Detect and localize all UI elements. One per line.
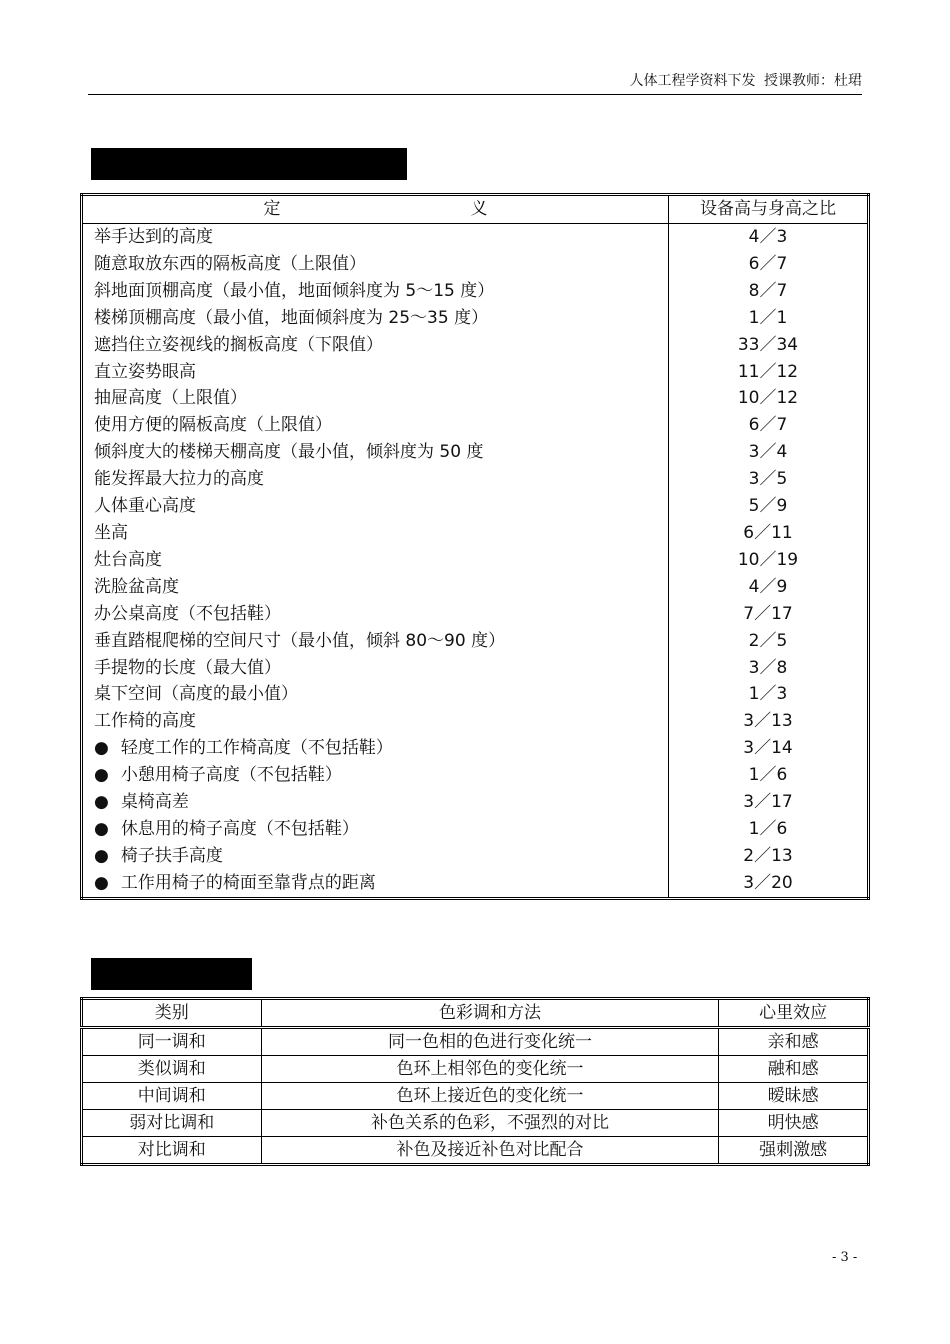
table-row [82,708,869,735]
row-ratio: 1／1 [748,307,788,328]
row-ratio: 2／13 [743,845,793,866]
row-ratio: 1／6 [748,765,788,786]
row-ratio: 6／11 [743,522,793,543]
table-row [82,385,869,412]
row-definition-text: 椅子扶手高度 [120,845,223,866]
row-method: 补色关系的色彩，不强烈的对比 [261,1110,719,1137]
table-row [82,1110,869,1137]
row-definition [82,601,669,628]
header-teacher: 授课教师：杜珺 [764,73,862,89]
row-definition [82,412,669,439]
table-header-row [82,195,869,224]
bullet-icon: ● [94,738,109,759]
row-ratio: 3／14 [743,738,793,759]
bullet-icon: ● [94,872,109,893]
row-ratio: 1／3 [748,684,788,705]
row-ratio: 11／12 [737,361,799,382]
header-course: 人体工程学资料下发 [629,73,756,89]
table-row [82,1083,869,1110]
row-definition [82,520,669,547]
table-row [82,601,869,628]
bullet-icon: ● [94,765,109,786]
row-definition-text: 工作用椅子的椅面至靠背点的距离 [120,872,376,893]
row-method: 色环上接近色的变化统一 [261,1083,719,1110]
row-definition-text: 遮挡住立姿视线的搁板高度（下限值） [94,334,383,355]
row-definition-text: 垂直踏棍爬梯的空间尺寸（最小值，倾斜 80～90 度） [94,630,506,651]
table-row [82,520,869,547]
row-ratio: 7／17 [743,603,793,624]
table-row [82,332,869,359]
row-definition [82,574,669,601]
table-row [82,735,869,762]
row-category: 中间调和 [82,1083,262,1110]
table-row [82,412,869,439]
row-definition-text: 楼梯顶棚高度（最小值，地面倾斜度为 25～35 度） [94,307,489,328]
row-definition-text: 斜地面顶棚高度（最小值，地面倾斜度为 5～15 度） [94,280,495,301]
harmony-table [80,997,870,1166]
row-category: 类似调和 [82,1056,262,1083]
table-row [82,359,869,386]
row-definition-text: 倾斜度大的楼梯天棚高度（最小值，倾斜度为 50 度 [94,442,484,463]
row-definition [82,359,669,386]
row-definition [82,870,669,898]
table-row [82,224,869,251]
row-definition-text: 随意取放东西的隔板高度（上限值） [94,253,366,274]
row-ratio: 3／17 [743,792,793,813]
row-method: 色环上相邻色的变化统一 [261,1056,719,1083]
row-definition-text: 使用方便的隔板高度（上限值） [94,415,332,436]
table-row [82,762,869,789]
row-definition-text: 能发挥最大拉力的高度 [94,469,264,490]
row-ratio: 4／3 [748,227,788,247]
table-row [82,1028,869,1056]
table-row [82,870,869,898]
row-effect: 暧昧感 [719,1083,869,1110]
row-definition-text: 洗脸盆高度 [94,576,179,597]
row-definition [82,385,669,412]
row-ratio: 2／5 [748,630,788,651]
table-row [82,816,869,843]
table-row [82,278,869,305]
section-title-harmony: 室内调和感分类 [91,958,252,990]
row-definition [82,332,669,359]
row-definition [82,439,669,466]
table-row [82,493,869,520]
row-ratio: 5／9 [748,496,788,517]
row-ratio: 3／20 [743,872,793,893]
row-ratio: 8／7 [748,280,788,301]
page-number: - 3 - [832,1250,858,1265]
row-definition-text: 灶台高度 [94,549,162,570]
bullet-icon: ● [94,845,109,866]
row-effect: 亲和感 [719,1028,869,1056]
row-ratio: 6／7 [748,415,788,436]
row-effect: 强刺激感 [719,1137,869,1165]
page-header [88,70,862,95]
row-definition [82,493,669,520]
row-effect: 明快感 [719,1110,869,1137]
table-row [82,547,869,574]
row-definition [82,762,669,789]
row-ratio: 6／7 [748,253,788,274]
height-ratio-table [80,193,870,900]
row-definition [82,224,669,251]
row-definition [82,251,669,278]
row-definition-text: 桌椅高差 [120,792,189,813]
row-definition [82,843,669,870]
row-definition [82,278,669,305]
table-row [82,655,869,682]
column-header-ratio: 设备高与身高之比 [669,195,869,224]
column-header-effect: 心里效应 [719,999,869,1028]
row-definition [82,789,669,816]
table-row [82,628,869,655]
section-title-height-ratio: 设备和用具的高度与身高的关系 [91,148,407,180]
table-row [82,789,869,816]
row-definition [82,735,669,762]
table-row [82,251,869,278]
row-definition [82,547,669,574]
row-ratio: 10／12 [737,388,799,409]
row-ratio: 3／5 [748,469,788,490]
row-definition [82,305,669,332]
row-definition [82,628,669,655]
row-ratio: 33／34 [737,334,799,355]
row-effect: 融和感 [719,1056,869,1083]
height-ratio-rows [82,224,869,899]
harmony-rows [82,1028,869,1165]
row-definition [82,655,669,682]
row-definition-text: 人体重心高度 [94,496,196,517]
row-definition-text: 桌下空间（高度的最小值） [94,684,298,705]
table-row [82,466,869,493]
row-definition-text: 坐高 [94,522,128,543]
row-definition-text: 手提物的长度（最大值） [94,657,281,678]
row-ratio: 3／4 [748,442,788,463]
row-definition-text: 抽屉高度（上限值） [94,388,247,409]
row-category: 对比调和 [82,1137,262,1165]
table-header-row [82,999,869,1028]
table-row [82,1137,869,1165]
row-definition-text: 直立姿势眼高 [94,361,196,382]
row-definition [82,708,669,735]
row-definition-text: 休息用的椅子高度（不包括鞋） [120,818,359,839]
row-method: 补色及接近补色对比配合 [261,1137,719,1165]
row-definition-text: 轻度工作的工作椅高度（不包括鞋） [120,738,393,759]
bullet-icon: ● [94,818,109,839]
table-row [82,681,869,708]
row-definition-text: 小憩用椅子高度（不包括鞋） [120,765,342,786]
row-definition-text: 举手达到的高度 [94,227,213,247]
row-definition-text: 工作椅的高度 [94,711,196,732]
column-header-method: 色彩调和方法 [261,999,719,1028]
row-method: 同一色相的色进行变化统一 [261,1028,719,1056]
row-category: 弱对比调和 [82,1110,262,1137]
row-ratio: 3／13 [743,711,793,732]
table-row [82,843,869,870]
row-definition [82,681,669,708]
table-row [82,574,869,601]
row-ratio: 1／6 [748,818,788,839]
bullet-icon: ● [94,792,109,813]
row-ratio: 10／19 [737,549,799,570]
table-row [82,1056,869,1083]
row-definition-text: 办公桌高度（不包括鞋） [94,603,281,624]
row-category: 同一调和 [82,1028,262,1056]
row-ratio: 4／9 [748,576,788,597]
row-definition [82,816,669,843]
row-definition [82,466,669,493]
table-row [82,305,869,332]
table-row [82,439,869,466]
column-header-category: 类别 [82,999,262,1028]
column-header-definition: 定 义 [82,195,669,224]
row-ratio: 3／8 [748,657,788,678]
